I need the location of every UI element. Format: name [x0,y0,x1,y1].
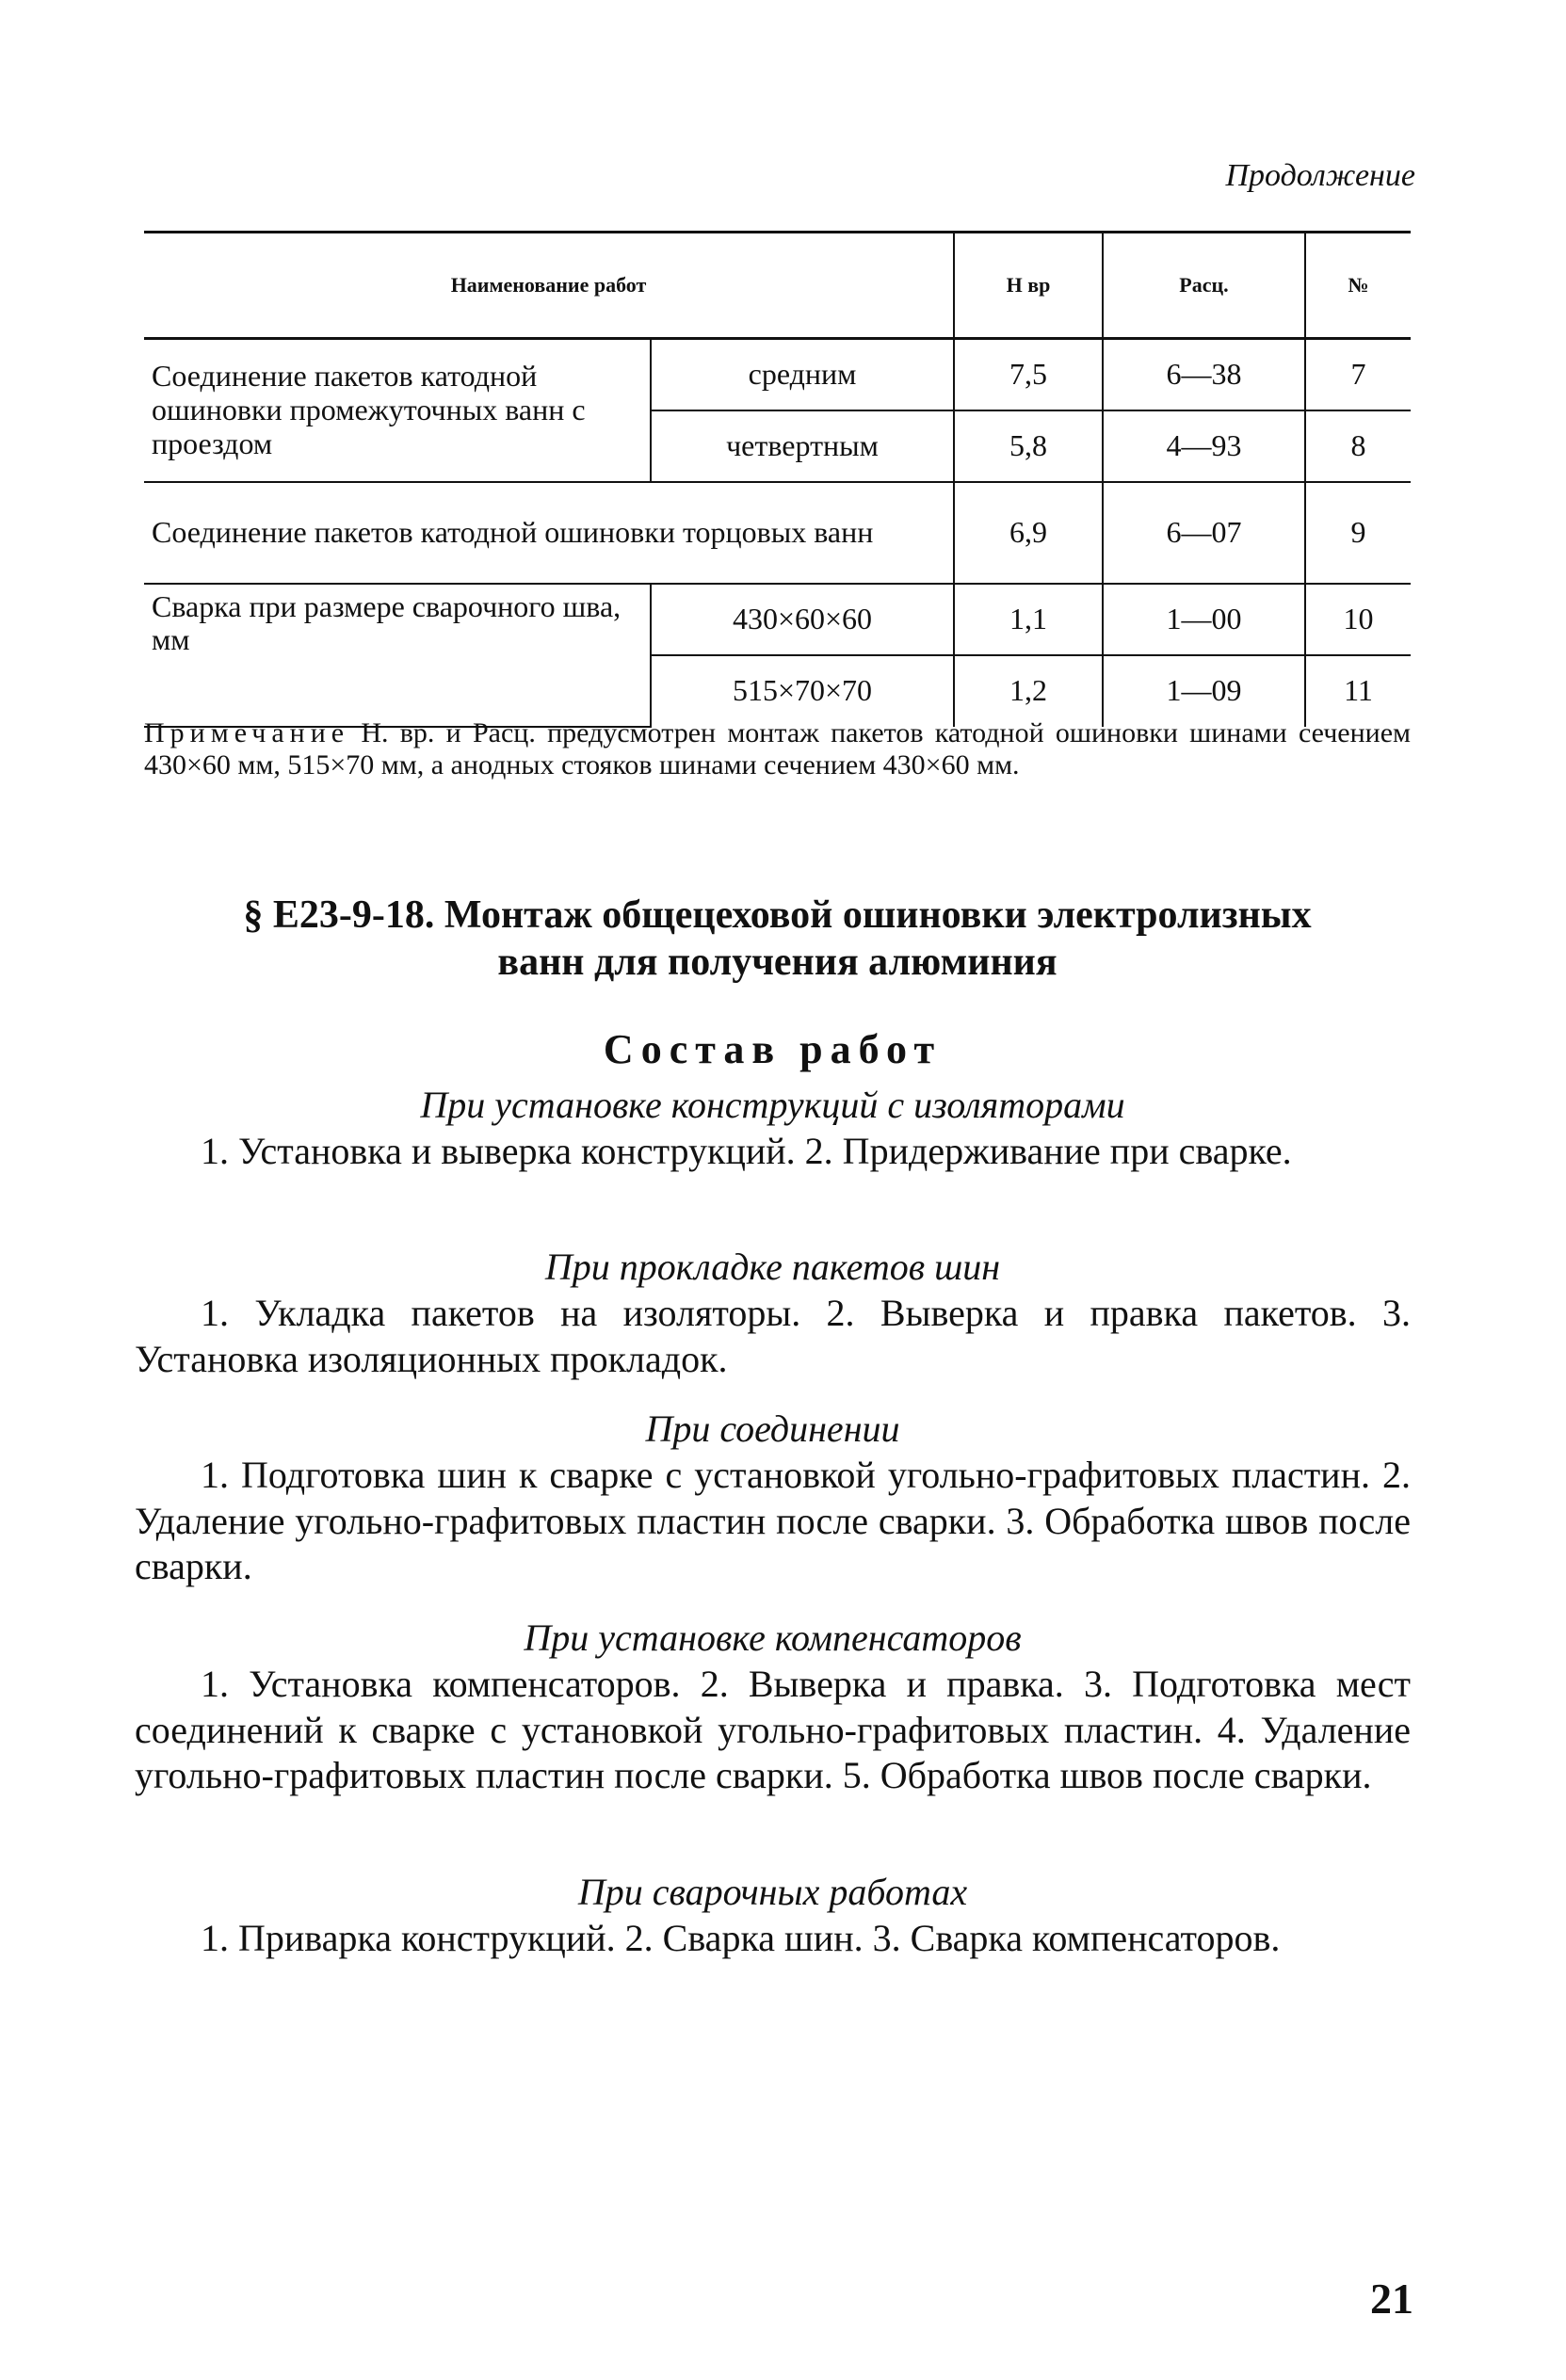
row2-rate: 4—93 [1103,410,1305,482]
subsection-5 [135,1870,1411,1962]
row5-rate: 1—09 [1103,655,1305,727]
note-text: Н. вр. и Расц. предусмотрен монтаж пакетов катодной ошиновки шинами сечением 430×60 мм, 515×70 мм, а анодных стояков шинами сечением 430×60 мм. [144,717,1412,780]
row5-variant: 515×70×70 [651,655,954,727]
subsection-text: 1. Укладка пакетов на изоляторы. 2. Выверка и правка пакетов. 3. Установка изоляционных прокладок. [135,1291,1411,1380]
subsection-2 [135,1245,1411,1382]
table-note [144,717,1411,780]
norms-table [144,231,1411,728]
row2-number: 8 [1305,410,1411,482]
header-norm-time: Н вр [954,233,1103,339]
subsection-text: 1. Приварка конструкций. 2. Сварка шин. 3. Сварка компенсаторов. [201,1916,1281,1959]
row4-number: 10 [1305,584,1411,655]
row2-norm-time: 5,8 [954,410,1103,482]
table-header-row [144,233,1411,339]
subsection-text: 1. Подготовка шин к сварке с установкой угольно-графитовых пластин. 2. Удаление угольно-графитовых пластин после сварки. 3. Обработка швов после сварки. [135,1453,1411,1588]
table-row [144,584,1411,655]
row3-norm-time: 6,9 [954,482,1103,584]
continued-label: Продолжение [1225,158,1415,193]
subsection-heading: При установке компенсаторов [524,1616,1022,1659]
section-title [144,892,1411,986]
row1-norm-time: 7,5 [954,339,1103,410]
row4-norm-time: 1,1 [954,584,1103,655]
subsection-1 [135,1083,1411,1175]
table-row [144,482,1411,584]
row3-number: 9 [1305,482,1411,584]
subsection-4 [135,1616,1411,1799]
row1-variant: средним [651,339,954,410]
header-work-name: Наименование работ [144,233,954,339]
header-number: № [1305,233,1411,339]
header-rate: Расц. [1103,233,1305,339]
page-number: 21 [1370,2275,1413,2323]
section-title-line1: § Е23-9-18. Монтаж общецеховой ошиновки электролизных [243,893,1312,937]
subsection-heading: При прокладке пакетов шин [544,1246,1001,1288]
row1-number: 7 [1305,339,1411,410]
subsection-text: 1. Установка компенсаторов. 2. Выверка и правка. 3. Подготовка мест соединений к сварке с установкой угольно-графитовых пластин. 4. Удаление угольно-графитовых пластин после сварки. 5. Обработка швов после сварки. [135,1662,1411,1797]
subsection-text: 1. Установка и выверка конструкций. 2. Придерживание при сварке. [201,1129,1292,1172]
group2-label: Сварка при размере сварочного шва, мм [144,584,651,727]
row5-norm-time: 1,2 [954,655,1103,727]
row2-variant: четвертным [651,410,954,482]
row1-rate: 6—38 [1103,339,1305,410]
row3-work: Соединение пакетов катодной ошиновки торцовых ванн [144,482,954,584]
row4-variant: 430×60×60 [651,584,954,655]
row4-rate: 1—00 [1103,584,1305,655]
subsection-heading: При установке конструкций с изоляторами [420,1084,1125,1126]
composition-heading: Состав работ [603,1026,943,1072]
row3-rate: 6—07 [1103,482,1305,584]
subsection-heading: При соединении [645,1407,900,1450]
row5-number: 11 [1305,655,1411,727]
group1-label: Соединение пакетов катодной ошиновки промежуточных ванн с проездом [144,339,651,482]
note-label: Примечание [144,717,350,748]
subsection-3 [135,1407,1411,1590]
subsection-heading: При сварочных работах [577,1871,968,1913]
table-row [144,339,1411,410]
section-title-line2: ванн для получения алюминия [497,940,1057,984]
